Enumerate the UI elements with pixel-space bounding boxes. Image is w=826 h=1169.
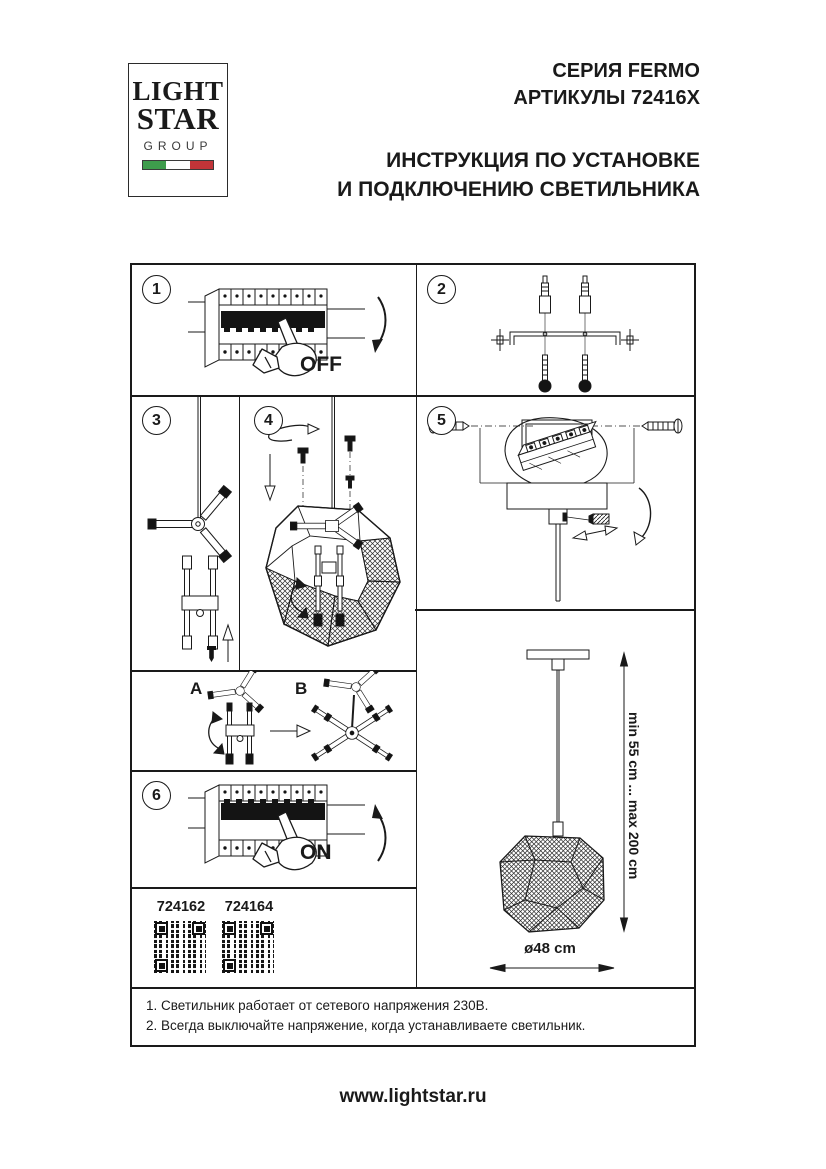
qr-code-icon (222, 921, 274, 973)
shade-assembly-illustration (240, 396, 415, 670)
step4-number: 4 (254, 406, 283, 435)
instruction-title (337, 146, 700, 204)
diameter-dimension-arrow (490, 965, 614, 972)
logo-word-star: STAR (136, 101, 220, 136)
canopy-mounting-illustration (417, 396, 694, 609)
notes-block (132, 987, 694, 1046)
product-code-2: 724164 (224, 899, 274, 915)
step5-number: 5 (427, 406, 456, 435)
lightstar-logo (128, 63, 228, 197)
step6-number: 6 (142, 781, 171, 810)
step4-panel (240, 396, 415, 670)
step6-panel (132, 771, 415, 887)
double-arrow-icon (573, 526, 617, 540)
grub-screw-icon (589, 514, 609, 524)
step3-number: 3 (142, 406, 171, 435)
pendant-dimensions-panel (417, 610, 694, 987)
terminal-block-icon (516, 422, 605, 476)
breaker-off-illustration (132, 265, 415, 395)
series-label: СЕРИЯ FERMO (552, 60, 700, 82)
instruction-title-line1: ИНСТРУКЦИЯ ПО УСТАНОВКЕ (386, 149, 700, 172)
website-label: www.lightstar.ru (339, 1086, 487, 1107)
italian-flag-icon (142, 160, 214, 170)
qr-panel (132, 888, 415, 987)
header-product-block (513, 58, 700, 112)
arrow-up-icon (372, 804, 386, 861)
instruction-title-line2: И ПОДКЛЮЧЕНИЮ СВЕТИЛЬНИКА (337, 178, 700, 201)
step1-number: 1 (142, 275, 171, 304)
off-label: OFF (300, 353, 342, 376)
variant-a-label: A (190, 679, 203, 698)
diameter-label: ø48 cm (524, 940, 576, 957)
height-range-label: min 55 cm ... max 200 cm (626, 712, 642, 880)
variant-b-label: B (295, 679, 308, 698)
diagram-frame (130, 263, 696, 1047)
mounting-hardware-illustration (417, 265, 694, 395)
step1-panel (132, 265, 415, 395)
arm-positions-illustration (132, 671, 415, 770)
step3-panel (132, 396, 238, 670)
rod-and-spider-illustration (132, 396, 238, 670)
product-code-1: 724162 (156, 899, 206, 915)
logo-word-light: LIGHT (132, 76, 224, 106)
arrow-right-icon (270, 725, 310, 737)
articles-label: АРТИКУЛЫ 72416X (513, 87, 700, 109)
on-label: ON (300, 841, 332, 864)
logo-word-group: GROUP (143, 139, 213, 153)
arrow-up-icon (223, 625, 233, 662)
screw-icon (207, 646, 216, 662)
note-2: 2. Всегда выключайте напряжение, когда устанавливаете светильник. (146, 1018, 586, 1034)
rotate-arrow-icon (634, 488, 651, 545)
arrow-down-icon (265, 454, 275, 500)
step5-panel (417, 396, 694, 609)
pendant-lamp-illustration (417, 610, 694, 987)
arrow-down-icon (372, 297, 386, 353)
qr-code-icon (154, 921, 206, 973)
variants-panel (132, 671, 415, 770)
step2-number: 2 (427, 275, 456, 304)
breaker-on-illustration (132, 771, 415, 887)
note-1: 1. Светильник работает от сетевого напряжения 230В. (146, 998, 489, 1013)
step2-panel (417, 265, 694, 395)
rotate-arrow-icon (209, 712, 224, 754)
